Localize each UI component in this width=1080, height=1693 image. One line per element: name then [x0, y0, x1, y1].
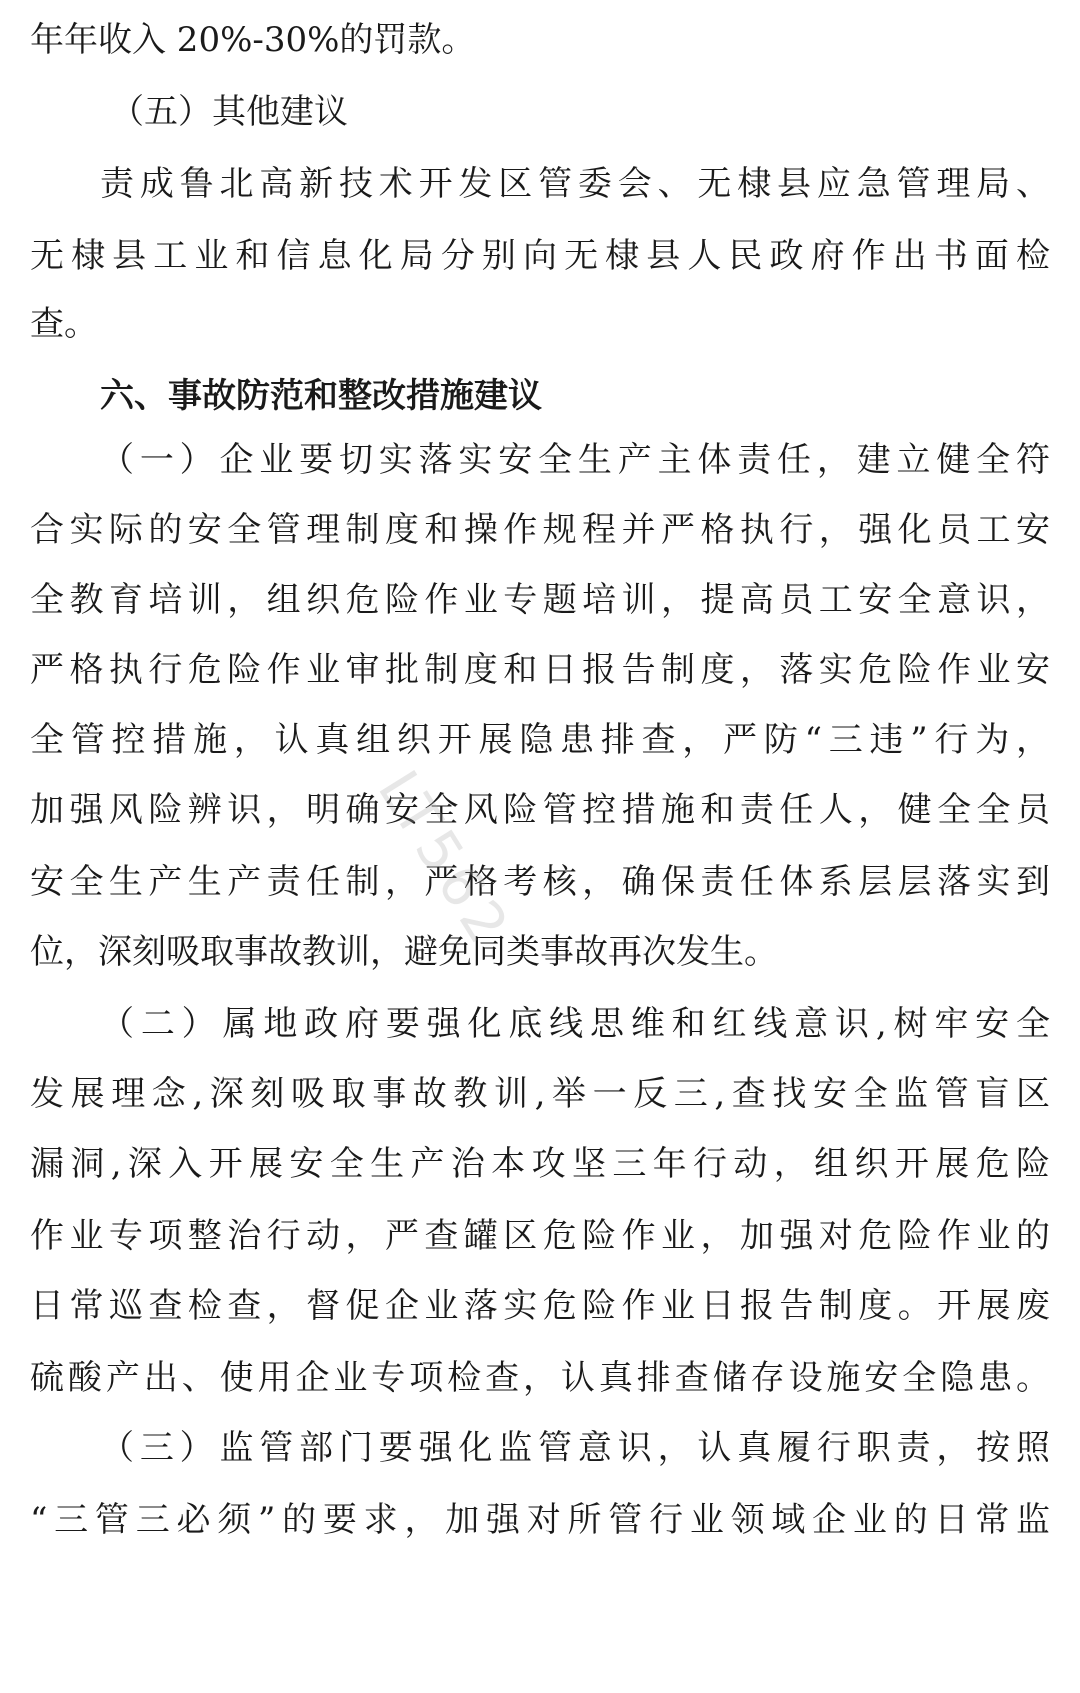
text-line-15: （二）属地政府要强化底线思维和红线意识,树牢安全 — [100, 1004, 1050, 1044]
text-line-4: 无棣县工业和信息化局分别向无棣县人民政府作出书面检 — [30, 236, 1050, 276]
subsection-heading-5: （五）其他建议 — [110, 92, 348, 132]
text-line-1: 年年收入 20%-30%的罚款。 — [30, 20, 476, 60]
text-line-18: 作业专项整治行动，严查罐区危险作业，加强对危险作业的 — [30, 1216, 1050, 1256]
text-line-21: （三）监管部门要强化监管意识，认真履行职责，按照 — [100, 1428, 1050, 1468]
text-line-22: “三管三必须”的要求，加强对所管行业领域企业的日常监 — [30, 1500, 1050, 1540]
text-line-11: 全管控措施，认真组织开展隐患排查，严防“三违”行为， — [30, 720, 1050, 760]
text-line-20: 硫酸产出、使用企业专项检查，认真排查储存设施安全隐患。 — [30, 1358, 1050, 1398]
text-line-9: 全教育培训，组织危险作业专题培训，提高员工安全意识， — [30, 580, 1050, 620]
text-line-16: 发展理念,深刻吸取事故教训,举一反三,查找安全监管盲区 — [30, 1074, 1050, 1114]
text-line-5: 查。 — [30, 304, 98, 344]
text-line-19: 日常巡查检查，督促企业落实危险作业日报告制度。开展废 — [30, 1286, 1050, 1326]
text-line-17: 漏洞,深入开展安全生产治本攻坚三年行动，组织开展危险 — [30, 1144, 1050, 1184]
text-line-3: 责成鲁北高新技术开发区管委会、无棣县应急管理局、 — [100, 164, 1050, 204]
watermark: LT562 — [364, 760, 524, 960]
text-line-13: 安全生产生产责任制，严格考核，确保责任体系层层落实到 — [30, 862, 1050, 902]
text-line-8: 合实际的安全管理制度和操作规程并严格执行，强化员工安 — [30, 510, 1050, 550]
text-line-12: 加强风险辨识，明确安全风险管控措施和责任人，健全全员 — [30, 790, 1050, 830]
text-line-7: （一）企业要切实落实安全生产主体责任，建立健全符 — [100, 440, 1050, 480]
text-line-14: 位，深刻吸取事故教训，避免同类事故再次发生。 — [30, 932, 778, 972]
text-line-10: 严格执行危险作业审批制度和日报告制度，落实危险作业安 — [30, 650, 1050, 690]
section-heading-6: 六、事故防范和整改措施建议 — [100, 376, 542, 416]
